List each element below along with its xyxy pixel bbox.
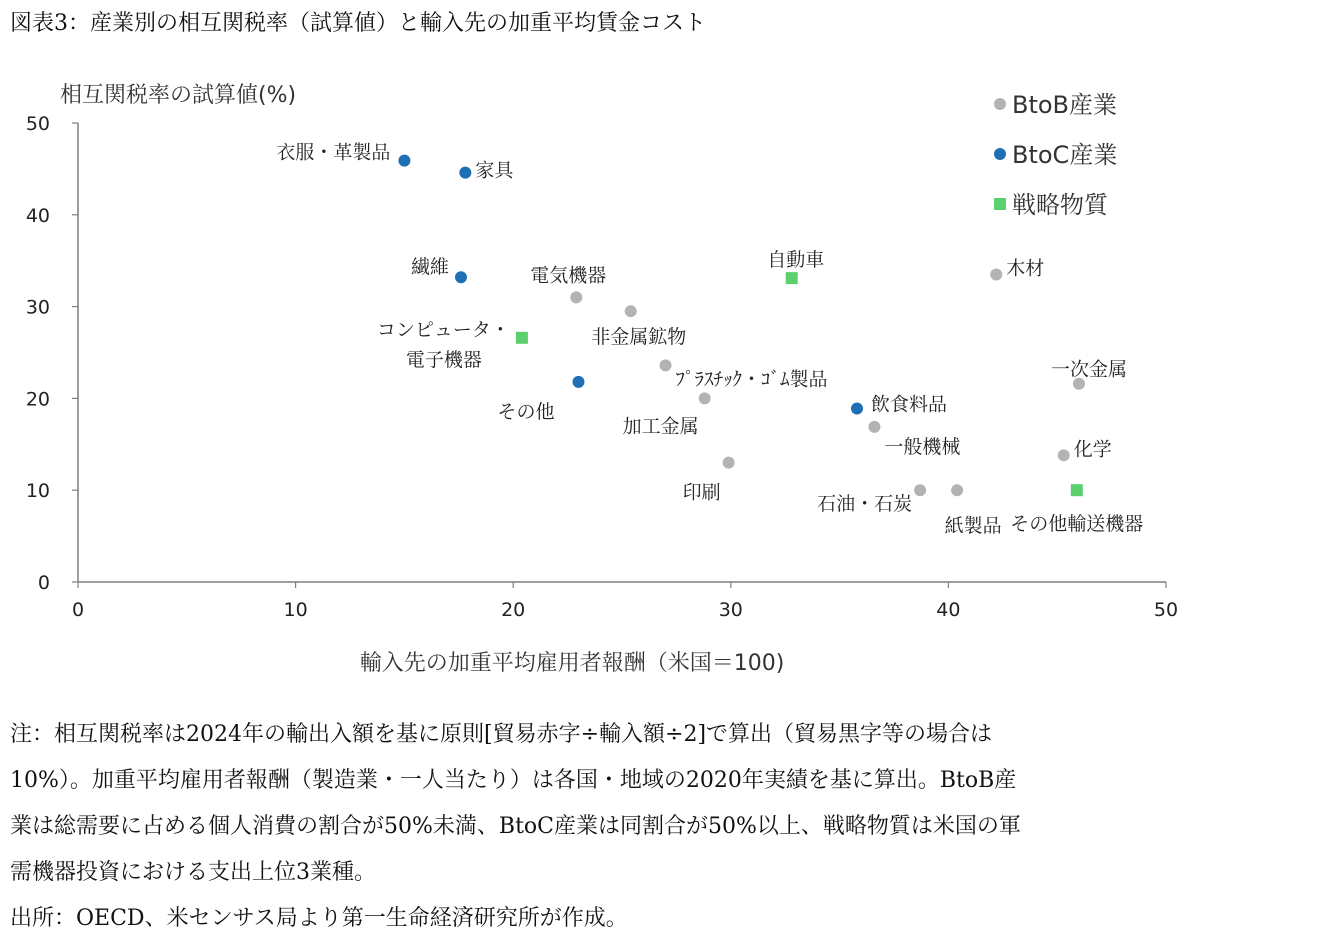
x-tick-label: 10 xyxy=(283,599,308,621)
y-tick-label: 50 xyxy=(25,113,50,135)
data-point xyxy=(455,271,467,283)
data-point xyxy=(660,359,672,371)
data-label: 電子機器 xyxy=(405,348,482,371)
data-point xyxy=(459,167,471,179)
data-label: 化学 xyxy=(1073,438,1112,461)
data-label: ﾌﾟﾗｽﾁｯｸ・ｺﾞﾑ製品 xyxy=(675,368,828,391)
chart-legend xyxy=(994,91,1117,219)
figure-notes xyxy=(10,712,1310,942)
y-tick-label: 40 xyxy=(25,204,50,227)
data-point xyxy=(951,484,963,496)
data-label: 紙製品 xyxy=(944,515,1002,538)
data-label: 印刷 xyxy=(682,481,721,504)
y-tick-label: 0 xyxy=(37,572,50,594)
data-point xyxy=(699,392,711,404)
data-point xyxy=(398,155,410,167)
x-tick-label: 40 xyxy=(936,599,961,621)
data-label: 自動車 xyxy=(767,249,825,272)
y-tick-label: 30 xyxy=(25,296,50,319)
scatter-chart xyxy=(0,60,1317,700)
axis-ticks xyxy=(26,113,1178,621)
source-line: 出所：OECD、米センサス局より第一生命経済研究所が作成。 xyxy=(10,906,628,931)
data-label: 繊維 xyxy=(410,256,449,279)
data-label: その他輸送機器 xyxy=(1010,513,1144,536)
data-point xyxy=(786,272,798,284)
data-point xyxy=(1071,484,1083,496)
legend-label: 戦略物質 xyxy=(1012,191,1108,219)
data-point xyxy=(572,376,584,388)
data-point xyxy=(570,291,582,303)
data-label: 加工金属 xyxy=(622,415,699,438)
data-label: 衣服・革製品 xyxy=(276,141,391,164)
data-label: 非金属鉱物 xyxy=(591,326,687,349)
y-tick-label: 20 xyxy=(25,388,50,411)
note-line: 注：相互関税率は2024年の輸出入額を基に原則[貿易赤字÷輸入額÷2]で算出（貿易黒字等の場合は xyxy=(10,722,993,747)
x-tick-label: 50 xyxy=(1153,599,1179,621)
note-line: 需機器投資における支出上位3業種。 xyxy=(10,860,376,885)
x-tick-label: 0 xyxy=(71,599,85,621)
x-tick-label: 20 xyxy=(501,599,526,621)
data-point xyxy=(914,484,926,496)
data-point xyxy=(1058,449,1070,461)
note-line: 10%）。加重平均雇用者報酬（製造業・一人当たり）は各国・地域の2020年実績を基に算出。BtoB産 xyxy=(10,768,1017,793)
data-point xyxy=(625,305,637,317)
x-axis-title: 輸入先の加重平均雇用者報酬（米国＝100) xyxy=(359,651,785,676)
data-label: 木材 xyxy=(1006,257,1045,280)
data-label: 飲食料品 xyxy=(871,393,948,416)
legend-marker xyxy=(994,148,1006,160)
legend-marker xyxy=(994,98,1006,110)
legend-marker xyxy=(994,198,1006,210)
chart-axes xyxy=(78,123,1166,582)
data-label: 電気機器 xyxy=(530,264,607,287)
data-point xyxy=(723,457,735,469)
data-point xyxy=(516,332,528,344)
x-tick-label: 30 xyxy=(718,599,743,621)
legend-label: BtoC産業 xyxy=(1012,141,1118,169)
y-axis-title: 相互関税率の試算値(%) xyxy=(60,83,297,108)
data-point xyxy=(868,421,880,433)
data-point xyxy=(990,268,1002,280)
data-label: その他 xyxy=(497,400,555,423)
note-line: 業は総需要に占める個人消費の割合が50%未満、BtoC産業は同割合が50%以上、戦略物質は米国の軍 xyxy=(10,814,1021,839)
data-label: 一次金属 xyxy=(1050,358,1127,381)
legend-label: BtoB産業 xyxy=(1012,91,1118,119)
y-tick-label: 10 xyxy=(25,480,50,503)
data-label: コンピュータ・ xyxy=(376,318,510,341)
data-label: 一般機械 xyxy=(884,435,961,458)
data-label: 家具 xyxy=(475,159,514,182)
data-label: 石油・石炭 xyxy=(817,493,913,516)
figure-title: 図表3：産業別の相互関税率（試算値）と輸入先の加重平均賃金コスト xyxy=(10,11,706,36)
data-point xyxy=(851,402,863,414)
